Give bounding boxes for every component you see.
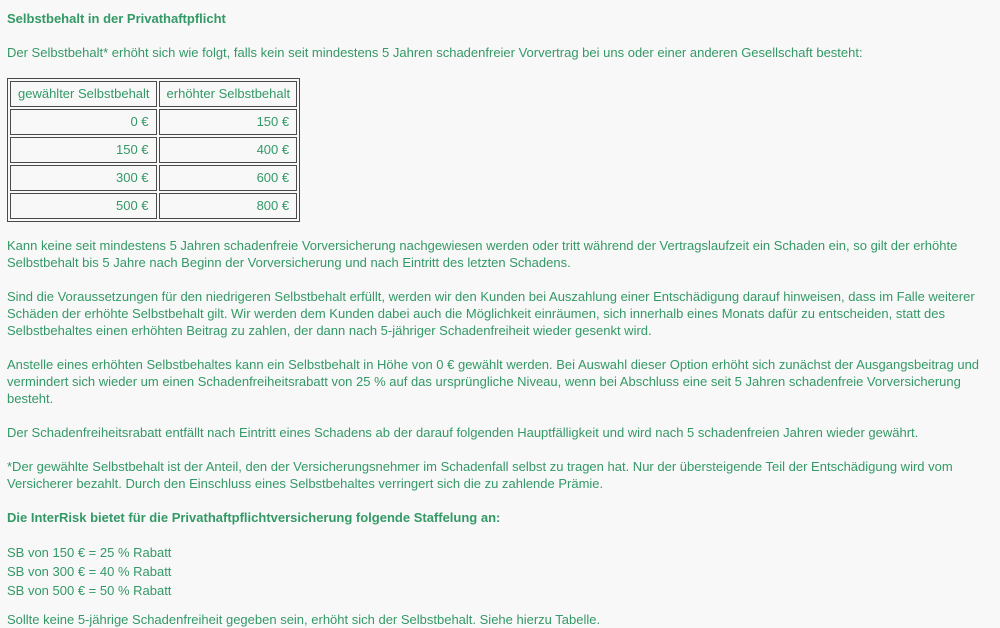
table-row — [10, 165, 297, 191]
table-row — [10, 137, 297, 163]
body-paragraph: Der Schadenfreiheitsrabatt entfällt nach Eintritt eines Schadens ab der darauf folgenden Hauptfälligkeit und wird nach 5 schadenfreien Jahren wieder gewährt. — [7, 425, 919, 440]
body-paragraph: Sind die Voraussetzungen für den niedrigeren Selbstbehalt erfüllt, werden wir den Kunden bei Auszahlung einer Entschädigung darauf hinweisen, dass im Falle weiterer Schäden der erhöhte Selbstbehalt gilt. Wir werden dem Kunden dabei auch die Möglichkeit einräumen, sich innerhalb eines Monats dafür zu entscheiden, statt des Selbstbehaltes einen erhöhten Beitrag zu zahlen, der dann nach 5-jähriger Schadenfreiheit wieder gesenkt wird. — [7, 289, 975, 338]
body-paragraph: Anstelle eines erhöhten Selbstbehaltes kann ein Selbstbehalt in Höhe von 0 € gewählt werden. Bei Auswahl dieser Option erhöht sich zunächst der Ausgangsbeitrag und vermindert sich wieder um einen Schadenfreiheitsrabatt von 25 % auf das ursprüngliche Niveau, wenn bei Abschluss eine seit 5 Jahren schadenfreie Vorversicherung besteht. — [7, 357, 980, 406]
table-cell-chosen: 0 € — [10, 109, 157, 135]
intro-paragraph: Der Selbstbehalt* erhöht sich wie folgt, falls kein seit mindestens 5 Jahren schadenfreier Vorvertrag bei uns oder einer anderen Gesellschaft besteht: — [7, 45, 863, 60]
table-header-row — [10, 81, 297, 107]
staffelung-heading: Die InterRisk bietet für die Privathaftpflichtversicherung folgende Staffelung an: — [7, 510, 501, 525]
staffelung-item: SB von 150 € = 25 % Rabatt — [7, 545, 172, 560]
body-paragraph: Kann keine seit mindestens 5 Jahren schadenfreie Vorversicherung nachgewiesen werden oder tritt während der Vertragslaufzeit ein Schaden ein, so gilt der erhöhte Selbstbehalt bis 5 Jahre nach Beginn der Vorversicherung und nach Eintritt des letzten Schadens. — [7, 238, 958, 270]
deductible-table — [7, 78, 300, 222]
column-header-chosen-deductible: gewählter Selbstbehalt — [10, 81, 157, 107]
page-title: Selbstbehalt in der Privathaftpflicht — [7, 11, 226, 26]
staffelung-item: SB von 300 € = 40 % Rabatt — [7, 564, 172, 579]
table-row — [10, 109, 297, 135]
table-cell-raised: 400 € — [159, 137, 298, 163]
table-cell-chosen: 500 € — [10, 193, 157, 219]
staffelung-list — [7, 543, 992, 600]
closing-paragraph: Sollte keine 5-jährige Schadenfreiheit gegeben sein, erhöht sich der Selbstbehalt. Siehe hierzu Tabelle. — [7, 612, 601, 627]
column-header-raised-deductible: erhöhter Selbstbehalt — [159, 81, 298, 107]
table-cell-raised: 600 € — [159, 165, 298, 191]
table-cell-raised: 150 € — [159, 109, 298, 135]
table-row — [10, 193, 297, 219]
table-cell-chosen: 300 € — [10, 165, 157, 191]
staffelung-item: SB von 500 € = 50 % Rabatt — [7, 583, 172, 598]
table-cell-raised: 800 € — [159, 193, 298, 219]
table-cell-chosen: 150 € — [10, 137, 157, 163]
footnote-paragraph: *Der gewählte Selbstbehalt ist der Anteil, den der Versicherungsnehmer im Schadenfall selbst zu tragen hat. Nur der übersteigende Teil der Entschädigung wird vom Versicherer bezahlt. Durch den Einschluss eines Selbstbehaltes verringert sich die zu zahlende Prämie. — [7, 459, 953, 491]
